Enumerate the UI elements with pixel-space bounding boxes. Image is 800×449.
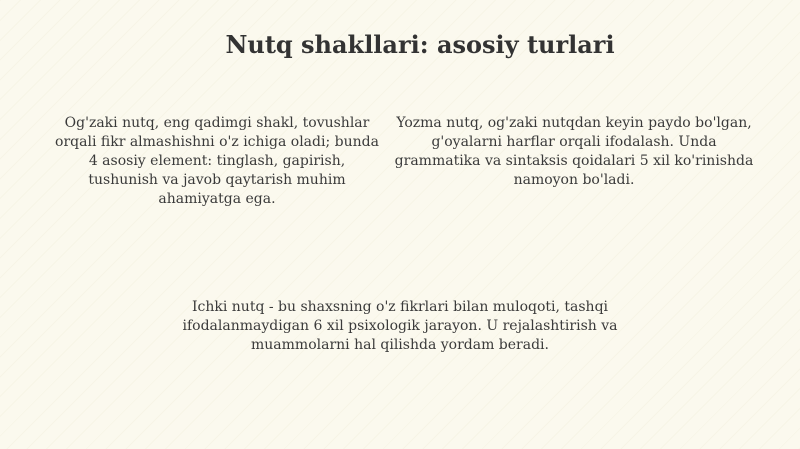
written-speech-paragraph: Yozma nutq, og'zaki nutqdan keyin paydo bo'lgan, g'oyalarni harflar orqali ifodalash. Unda grammatika va sintaksis qoidalari 5 xil ko'rinishda namoyon bo'ladi.: [394, 115, 754, 188]
oral-speech-paragraph: Og'zaki nutq, eng qadimgi shakl, tovushlar orqali fikr almashishni o'z ichiga oladi; bunda 4 asosiy element: tinglash, gapirish, tushunish va javob qaytarish muhim ahamiyatga ega.: [55, 115, 379, 207]
slide-title: Nutq shakllari: asosiy turlari: [225, 30, 615, 59]
inner-speech-paragraph: Ichki nutq - bu shaxsning o'z fikrlari bilan muloqoti, tashqi ifodalanmaydigan 6 xil psixologik jarayon. U rejalashtirish va muammolarni hal qilishda yordam beradi.: [182, 299, 618, 353]
